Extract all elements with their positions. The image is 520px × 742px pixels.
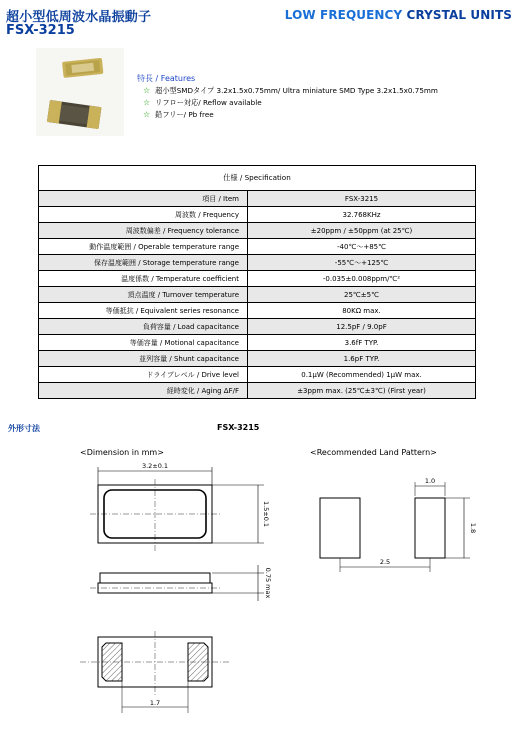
table-row xyxy=(39,383,476,399)
land-width-label: 1.0 xyxy=(424,477,436,485)
feature-text: 鉛フリー/ Pb free xyxy=(155,110,214,119)
spec-label: 等価容量 / Motional capacitance xyxy=(39,335,248,351)
spec-label: ドライブレベル / Drive level xyxy=(39,367,248,383)
spec-label: 経時変化 / Aging ΔF/F xyxy=(39,383,248,399)
feature-item xyxy=(143,86,438,96)
width-label: 1.5±0.1 xyxy=(262,500,270,528)
table-row xyxy=(39,319,476,335)
spec-label: 項目 / Item xyxy=(39,191,248,207)
table-row xyxy=(39,255,476,271)
table-row xyxy=(39,351,476,367)
length-label: 3.2±0.1 xyxy=(141,462,169,470)
land-height-label: 1.8 xyxy=(469,522,477,534)
spec-label: 等価抵抗 / Equivalent series resonance xyxy=(39,303,248,319)
spec-value: 80KΩ max. xyxy=(248,303,476,319)
star-icon: ☆ xyxy=(143,110,151,119)
table-row xyxy=(39,223,476,239)
table-row xyxy=(39,239,476,255)
table-row xyxy=(39,303,476,319)
spec-value: -40℃～+85℃ xyxy=(248,239,476,255)
spec-value: ±20ppm / ±50ppm (at 25℃) xyxy=(248,223,476,239)
spec-value: 1.6pF TYP. xyxy=(248,351,476,367)
product-photo xyxy=(36,48,124,136)
feature-text: リフロー対応/ Reflow available xyxy=(155,98,262,107)
spec-label: 負荷容量 / Load capacitance xyxy=(39,319,248,335)
title-en-right: CRYSTAL UNITS xyxy=(406,8,512,22)
spec-header: 仕様 / Specification xyxy=(39,166,476,191)
features-heading: 特長 / Features xyxy=(137,74,196,83)
land-gap-label: 2.5 xyxy=(379,558,391,566)
land-pattern-drawing xyxy=(300,470,490,580)
dimensions-section-title: 外形寸法 xyxy=(8,424,40,433)
star-icon: ☆ xyxy=(143,86,151,95)
spec-value: 12.5pF / 9.0pF xyxy=(248,319,476,335)
spec-table xyxy=(38,165,476,399)
spec-label: 周波数偏差 / Frequency tolerance xyxy=(39,223,248,239)
spec-value: ±3ppm max. (25℃±3℃) (First year) xyxy=(248,383,476,399)
dimension-drawing xyxy=(60,455,290,720)
spec-value: 0.1μW (Recommended) 1μW max. xyxy=(248,367,476,383)
spec-value: -55℃～+125℃ xyxy=(248,255,476,271)
spec-label: 並列容量 / Shunt capacitance xyxy=(39,351,248,367)
spec-label: 動作温度範囲 / Operable temperature range xyxy=(39,239,248,255)
table-row xyxy=(39,207,476,223)
feature-text: 超小型SMDタイプ 3.2x1.5x0.75mm/ Ultra miniature SMD Type 3.2x1.5x0.75mm xyxy=(155,86,438,95)
spec-label: 周波数 / Frequency xyxy=(39,207,248,223)
page-title-jp: 超小型低周波水晶振動子 xyxy=(6,10,152,25)
table-row xyxy=(39,271,476,287)
spec-value: 32.768KHz xyxy=(248,207,476,223)
feature-item xyxy=(143,98,262,108)
spec-value: -0.035±0.008ppm/℃² xyxy=(248,271,476,287)
land-pattern-heading: <Recommended Land Pattern> xyxy=(310,448,437,457)
table-row xyxy=(39,367,476,383)
spec-label: 保存温度範囲 / Storage temperature range xyxy=(39,255,248,271)
page-title-en xyxy=(285,8,512,22)
spec-value: FSX-3215 xyxy=(248,191,476,207)
dimension-heading: <Dimension in mm> xyxy=(80,448,164,457)
spec-value: 3.6fF TYP. xyxy=(248,335,476,351)
table-row xyxy=(39,191,476,207)
spec-value: 25℃±5℃ xyxy=(248,287,476,303)
feature-item xyxy=(143,110,214,120)
spec-label: 温度係数 / Temperature coefficient xyxy=(39,271,248,287)
dimensions-part-number: FSX-3215 xyxy=(217,423,260,432)
title-en-left: LOW FREQUENCY xyxy=(284,8,403,22)
star-icon: ☆ xyxy=(143,98,151,107)
height-label: 0.75 max xyxy=(264,567,272,599)
page-part-number: FSX-3215 xyxy=(6,23,75,38)
spec-label: 頂点温度 / Turnover temperature xyxy=(39,287,248,303)
pad-pitch-label: 1.7 xyxy=(149,699,161,707)
table-row xyxy=(39,335,476,351)
table-row xyxy=(39,287,476,303)
